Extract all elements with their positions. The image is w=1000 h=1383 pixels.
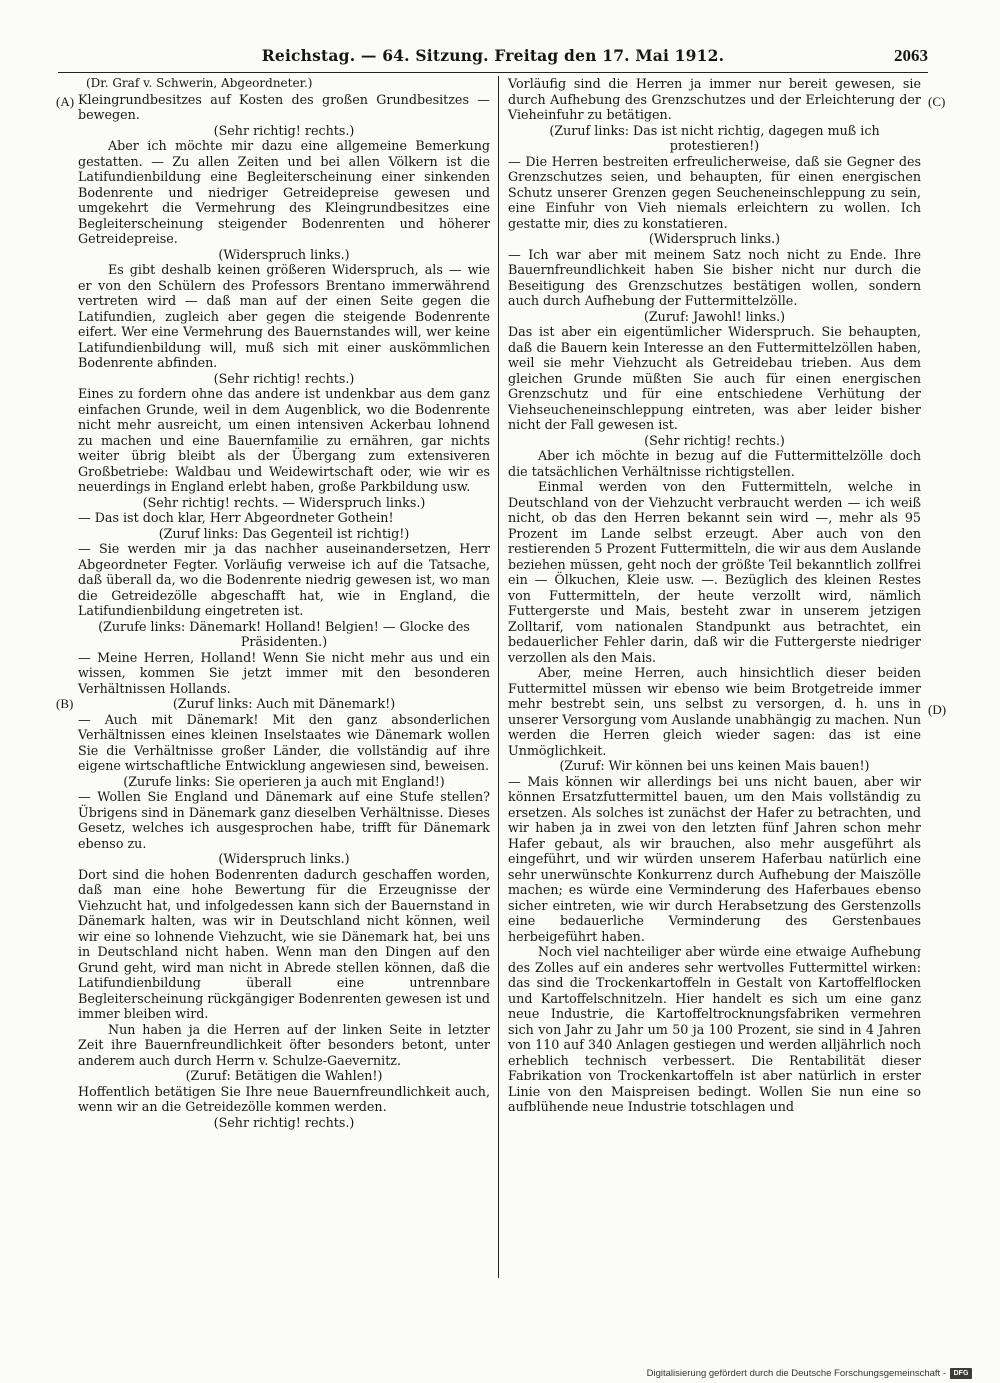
interjection: (Sehr richtig! rechts.) (644, 432, 785, 448)
interjection: (Sehr richtig! rechts.) (213, 370, 355, 386)
paragraph: — Auch mit Dänemark! Mit den ganz absonderlichen Verhältnissen eines kleinen Inselstaates wie Dänemark wollen Sie die Verhältnisse großer Länder, die vollständig auf ihre eigene wirtschaftliche Entwicklung angewiesen sind, beweisen. (78, 711, 490, 773)
paragraph: Kleingrundbesitzes auf Kosten des großen Grundbesitzes — bewegen. (78, 91, 490, 122)
paragraph: Vorläufig sind die Herren ja immer nur bereit gewesen, sie durch Aufhebung des Grenzschutzes und der Erleichterung der Vieheinfuhr zu betätigen. (508, 76, 921, 122)
interjection: (Zuruf: Wir können bei uns keinen Mais bauen!) (559, 758, 870, 773)
paragraph: — Wollen Sie England und Dänemark auf eine Stufe stellen? Übrigens sind in Dänemark ganz dieselben Verhältnisse. Dieses Gesetz, welches ich ausgesprochen habe, trifft für Dänemark ebenso zu. (78, 789, 490, 851)
interjection: (Widerspruch links.) (218, 851, 350, 866)
right-column (508, 76, 921, 1115)
paragraph: Dort sind die hohen Bodenrenten dadurch geschaffen worden, daß man eine hohe Bewertung für die Erzeugnisse der Viehzucht hat, und infolgedessen kann sich der Bauernstand in Dänemark halten, was wir in Deutschland nicht können, weil wir eine so lohnende Viehzucht, wie sie Dänemark hat, bei uns in Deutschland nicht haben. Wenn man den Dingen auf den Grund geht, wird man nicht in Abrede stellen können, daß die Latifundienbildung überall eine untrennbare Begleiterscheinung rückgängiger Bodenrenten gewesen ist und immer bleiben wird. (78, 866, 490, 1021)
paragraph: — Sie werden mir ja das nachher auseinandersetzen, Herr Abgeordneter Fegter. Vorläufig verweise ich auf die Tatsache, daß überall da, wo die Bodenrente niedrig gewesen ist, wo man die Getreidezölle abgeschafft hat, wie in England, die Latifundienbildung eingetreten ist. (78, 541, 490, 618)
interjection: (Zuruf: Jawohl! links.) (643, 308, 786, 324)
column-divider (498, 76, 499, 1278)
paragraph: Es gibt deshalb keinen größeren Widerspruch, als — wie er von den Schülern des Professors Brentano immerwährend vertreten wird — daß man auf der einen Seite gegen die Latifundien, zugleich aber gegen die steigende Bodenrente eifert. Wer eine Vermehrung des Bauernstandes will, wer keine Latifundienbildung will, muß sich mit einer auskömmlichen Bodenrente abfinden. (78, 262, 490, 370)
paragraph: — Mais können wir allerdings bei uns nicht bauen, aber wir können Ersatzfuttermittel bauen, um den Mais vollständig zu ersetzen. Als solches ist zunächst der Hafer zu betrachten, und wir haben ja in zwei von den letzten fünf Jahren schon mehr Hafer gebaut, als wir brauchen, also mehr ausgeführt als eingeführt, und wir würden unserem Haferbau natürlich eine sehr unerwünschte Konkurrenz durch Aufhebung der Maiszölle machen; es würde eine Verminderung des Haferbaues ebenso sicher eintreten, wie wir durch Herabsetzung des Gerstenzolls eine bedauerliche Verminderung des Gerstenbaues herbeigeführt haben. (508, 773, 921, 944)
speaker-line: (Dr. Graf v. Schwerin, Abgeordneter.) (86, 76, 313, 90)
paragraph: — Das ist doch klar, Herr Abgeordneter Gothein! (78, 510, 394, 525)
running-head: Reichstag. — 64. Sitzung. Freitag den 17. Mai 1912. (261, 46, 725, 65)
paragraph: Aber ich möchte in bezug auf die Futtermittelzölle doch die tatsächlichen Verhältnisse richtigstellen. (508, 448, 921, 479)
interjection: (Zuruf links: Auch mit Dänemark!) (172, 696, 396, 711)
interjection: (Sehr richtig! rechts.) (213, 122, 355, 138)
margin-marker-b: (B) (56, 696, 74, 711)
margin-marker-a: (A) (56, 94, 75, 109)
paragraph: — Die Herren bestreiten erfreulicherweise, daß sie Gegner des Grenzschutzes seien, und behaupten, für einen energischen Schutz unserer Grenzen gegen Seucheneinschleppung zu sein, eine Einfuhr von Vieh niemals erleichtern zu wollen. Ich gestatte mir, dies zu konstatieren. (508, 153, 921, 231)
interjection: (Widerspruch links.) (218, 246, 350, 262)
interjection: (Sehr richtig! rechts. — Widerspruch links.) (142, 494, 426, 510)
interjection: (Zuruf links: Das Gegenteil ist richtig!) (158, 525, 410, 541)
paragraph: Aber, meine Herren, auch hinsichtlich dieser beiden Futtermittel müssen wir ebenso wie beim Brotgetreide immer mehr bestrebt sein, uns selbst zu versorgen, d. h. uns in unserer Versorgung vom Auslande unabhängig zu machen. Nun werden die Herren gleich wieder sagen: das ist eine Unmöglichkeit. (508, 665, 921, 758)
interjection: (Zurufe links: Sie operieren ja auch mit England!) (123, 773, 445, 789)
margin-marker-d: (D) (928, 702, 947, 717)
interjection: (Zuruf: Betätigen die Wahlen!) (185, 1068, 383, 1083)
footer-text: Digitalisierung gefördert durch die Deutsche Forschungsgemeinschaft - (646, 1367, 946, 1379)
footer-credit (647, 1366, 972, 1380)
dfg-logo: DFG (950, 1368, 972, 1379)
interjection: (Sehr richtig! rechts.) (213, 1114, 355, 1130)
paragraph: Hoffentlich betätigen Sie Ihre neue Bauernfreundlichkeit auch, wenn wir an die Getreidezölle kommen werden. (78, 1083, 490, 1114)
paragraph: Aber ich möchte mir dazu eine allgemeine Bemerkung gestatten. — Zu allen Zeiten und bei allen Völkern ist die Latifundienbildung eine Begleiterscheinung einer sinkenden Bodenrente und niedriger Getreidepreise gewesen und umgekehrt die Vermehrung des Kleingrundbesitzes eine Begleiterscheinung steigender Bodenrenten und höherer Getreidepreise. (78, 138, 490, 246)
interjection: (Widerspruch links.) (648, 231, 781, 246)
paragraph: Eines zu fordern ohne das andere ist undenkbar aus dem ganz einfachen Grunde, weil in dem Augenblick, wo die Bodenrente nicht mehr ausreicht, um einen intensiven Ackerbau lohnend zu machen und eine Bauernfamilie zu ernähren, gar nichts weiter übrig bleibt als der Übergang zum extensiveren Großbetriebe: Waldbau und Weidewirtschaft oder, wie wir es neuerdings in England erlebt haben, große Parkbildung usw. (78, 386, 490, 494)
header-rule (58, 72, 928, 73)
page-header (58, 46, 928, 72)
interjection: (Zurufe links: Dänemark! Holland! Belgien! — Glocke des Präsidenten.) (98, 618, 470, 649)
margin-marker-c: (C) (928, 94, 946, 109)
paragraph: — Meine Herren, Holland! Wenn Sie nicht mehr aus und ein wissen, kommen Sie jetzt immer mit den besonderen Verhältnissen Hollands. (78, 649, 490, 696)
paragraph: Einmal werden von den Futtermitteln, welche in Deutschland von der Viehzucht verbraucht werden — ich weiß nicht, ob das den Herren bekannt sein wird —, mehr als 95 Prozent im Lande selbst erzeugt. Aber auch von den restierenden 5 Prozent Futtermitteln, die wir aus dem Auslande beziehen müssen, geht noch der größte Teil bekanntlich zollfrei ein — Ölkuchen, Kleie usw. —. Bezüglich des kleinen Restes von Futtermitteln, der heute verzollt wird, nämlich Futtergerste und Mais, besteht zwar in unserem jetzigen Zolltarif, vom nationalen Standpunkt aus betrachtet, ein bedauerlicher Fehler darin, daß wir die Futtergerste niedriger verzollen als den Mais. (508, 479, 921, 665)
interjection: (Zuruf links: Das ist nicht richtig, dagegen muß ich protestieren!) (549, 122, 880, 153)
paragraph: Noch viel nachteiliger aber würde eine etwaige Aufhebung des Zolles auf ein anderes sehr wertvolles Futtermittel wirken: das sind die Trockenkartoffeln in Gestalt von Kartoffelflocken und Kartoffelschnitzeln. Hier handelt es sich um eine ganz neue Industrie, die Kartoffeltrocknungsfabriken vermehren sich von Jahr zu Jahr um 50 ja 100 Prozent, sie sind in 4 Jahren von 110 auf 340 Anlagen gestiegen und werden alljährlich noch erheblich technisch verbessert. Die Rentabilität dieser Fabrikation von Trockenkartoffeln ist aber natürlich in erster Linie von den Maispreisen bedingt. Wollen Sie nun eine so aufblühende neue Industrie totschlagen und (508, 944, 921, 1114)
paragraph: Nun haben ja die Herren auf der linken Seite in letzter Zeit ihre Bauernfreundlichkeit öfter besonders betont, unter anderem auch durch Herrn v. Schulze-Gaevernitz. (78, 1021, 490, 1068)
page-number: 2063 (894, 46, 928, 65)
paragraph: Das ist aber ein eigentümlicher Widerspruch. Sie behaupten, daß die Bauern kein Interesse an den Futtermittelzöllen haben, weil sie mehr Viehzucht als Getreidebau trieben. Aus dem gleichen Grunde müßten Sie auch für einen energischen Grenzschutz und für eine entschiedene Verhütung der Viehseucheneinschleppung eintreten, was aber leider bisher nicht der Fall gewesen ist. (508, 324, 921, 432)
left-column (78, 76, 490, 1130)
paragraph: — Ich war aber mit meinem Satz noch nicht zu Ende. Ihre Bauernfreundlichkeit haben Sie bisher nicht nur durch die Beseitigung des Grenzschutzes bestätigen wollen, sondern auch durch Aufhebung der Futtermittelzölle. (508, 246, 921, 308)
